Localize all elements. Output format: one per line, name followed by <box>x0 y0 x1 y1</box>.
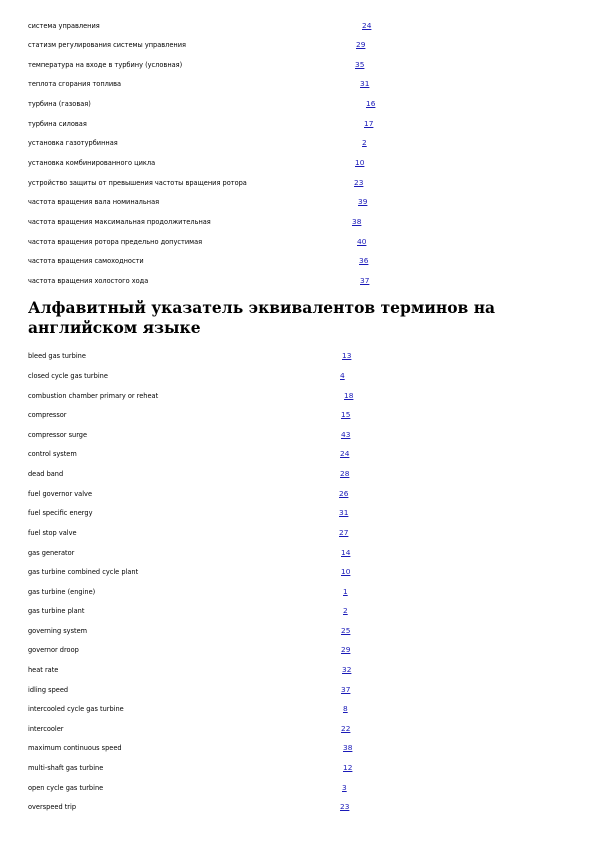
index-term: overspeed trip <box>28 803 77 811</box>
index-page-link[interactable]: 22 <box>341 724 351 733</box>
index-page-link[interactable]: 13 <box>342 351 352 360</box>
index-page-link[interactable]: 10 <box>341 567 351 576</box>
index-row <box>28 236 367 248</box>
index-page-link[interactable]: 37 <box>341 685 351 694</box>
index-row <box>28 801 350 813</box>
index-page-link[interactable]: 12 <box>343 763 353 772</box>
index-row <box>28 409 351 421</box>
index-page-link[interactable]: 28 <box>340 469 350 478</box>
index-term: частота вращения холостого хода <box>28 277 149 285</box>
index-term: heat rate <box>28 666 59 674</box>
section-heading: Алфавитный указатель эквивалентов терминов на английском языке <box>28 298 496 337</box>
index-term: compressor <box>28 411 67 419</box>
index-row <box>28 157 365 169</box>
index-term: governor droop <box>28 646 79 654</box>
index-page-link[interactable]: 23 <box>340 802 350 811</box>
index-row <box>28 255 369 267</box>
index-page-link[interactable]: 24 <box>362 21 372 30</box>
index-row <box>28 664 352 676</box>
index-page-link[interactable]: 8 <box>343 704 348 713</box>
index-page-link[interactable]: 36 <box>359 256 369 265</box>
index-page-link[interactable]: 29 <box>341 645 351 654</box>
index-term: control system <box>28 450 77 458</box>
index-row <box>28 547 351 559</box>
index-page-link[interactable]: 25 <box>341 626 351 635</box>
index-term: турбина (газовая) <box>28 100 91 108</box>
index-term: частота вращения вала номинальная <box>28 198 160 206</box>
index-term: установка комбинированного цикла <box>28 159 156 167</box>
index-page-link[interactable]: 40 <box>357 237 367 246</box>
index-row <box>28 488 349 500</box>
index-term: closed cycle gas turbine <box>28 372 108 380</box>
index-row <box>28 137 367 149</box>
index-page-link[interactable]: 29 <box>356 40 366 49</box>
index-page-link[interactable]: 14 <box>341 548 351 557</box>
index-page-link[interactable]: 38 <box>352 217 362 226</box>
index-page-link[interactable]: 38 <box>343 743 353 752</box>
index-page-link[interactable]: 18 <box>344 391 354 400</box>
index-row <box>28 762 353 774</box>
index-row <box>28 684 351 696</box>
index-page-link[interactable]: 27 <box>339 528 349 537</box>
index-row <box>28 566 351 578</box>
index-row <box>28 177 364 189</box>
index-page-link[interactable]: 2 <box>362 138 367 147</box>
index-row <box>28 20 372 32</box>
index-term: устройство защиты от превышения частоты вращения ротора <box>28 179 247 187</box>
index-term: governing system <box>28 627 88 635</box>
index-row <box>28 527 349 539</box>
index-term: open cycle gas turbine <box>28 784 104 792</box>
index-row <box>28 586 348 598</box>
index-page-link[interactable]: 31 <box>339 508 349 517</box>
index-row <box>28 507 349 519</box>
index-term: система управления <box>28 22 100 30</box>
index-page-link[interactable]: 32 <box>342 665 352 674</box>
index-row <box>28 468 350 480</box>
index-row <box>28 703 348 715</box>
index-page-link[interactable]: 10 <box>355 158 365 167</box>
index-page-link[interactable]: 3 <box>342 783 347 792</box>
index-row <box>28 605 348 617</box>
index-term: gas generator <box>28 549 75 557</box>
index-term: gas turbine (engine) <box>28 588 96 596</box>
index-term: idling speed <box>28 686 69 694</box>
index-row <box>28 196 368 208</box>
index-page-link[interactable]: 39 <box>358 197 368 206</box>
index-row <box>28 723 351 735</box>
index-term: fuel governor valve <box>28 490 93 498</box>
index-row <box>28 742 353 754</box>
index-row <box>28 370 345 382</box>
index-row <box>28 782 347 794</box>
index-term: температура на входе в турбину (условная) <box>28 61 183 69</box>
index-row <box>28 350 352 362</box>
index-page-link[interactable]: 43 <box>341 430 351 439</box>
index-page-link[interactable]: 15 <box>341 410 351 419</box>
index-term: частота вращения самоходности <box>28 257 144 265</box>
index-row <box>28 275 370 287</box>
index-row <box>28 429 351 441</box>
index-term: intercooler <box>28 725 64 733</box>
index-row <box>28 625 351 637</box>
index-page-link[interactable]: 35 <box>355 60 365 69</box>
index-term: intercooled cycle gas turbine <box>28 705 124 713</box>
index-term: частота вращения ротора предельно допустимая <box>28 238 203 246</box>
index-term: multi-shaft gas turbine <box>28 764 104 772</box>
index-page-link[interactable]: 23 <box>354 178 364 187</box>
index-row <box>28 118 374 130</box>
index-row <box>28 216 362 228</box>
index-term: dead band <box>28 470 64 478</box>
index-row <box>28 98 376 110</box>
index-row <box>28 39 366 51</box>
index-page-link[interactable]: 37 <box>360 276 370 285</box>
index-row <box>28 448 350 460</box>
index-page-link[interactable]: 1 <box>343 587 348 596</box>
index-term: maximum continuous speed <box>28 744 122 752</box>
index-row <box>28 78 370 90</box>
index-page-link[interactable]: 4 <box>340 371 345 380</box>
index-row <box>28 390 354 402</box>
index-term: fuel stop valve <box>28 529 77 537</box>
index-term: compressor surge <box>28 431 88 439</box>
index-page-link[interactable]: 2 <box>343 606 348 615</box>
index-page-link[interactable]: 24 <box>340 449 350 458</box>
index-term: установка газотурбинная <box>28 139 118 147</box>
index-term: combustion chamber primary or reheat <box>28 392 159 400</box>
index-row <box>28 644 351 656</box>
index-term: fuel specific energy <box>28 509 93 517</box>
index-term: частота вращения максимальная продолжительная <box>28 218 211 226</box>
index-term: теплота сгорания топлива <box>28 80 122 88</box>
index-term: турбина силовая <box>28 120 87 128</box>
index-term: gas turbine combined cycle plant <box>28 568 139 576</box>
index-term: статизм регулирования системы управления <box>28 41 186 49</box>
index-page-link[interactable]: 31 <box>360 79 370 88</box>
index-page-link[interactable]: 16 <box>366 99 376 108</box>
index-page-link[interactable]: 17 <box>364 119 374 128</box>
index-term: gas turbine plant <box>28 607 85 615</box>
index-page-link[interactable]: 26 <box>339 489 349 498</box>
index-term: bleed gas turbine <box>28 352 86 360</box>
index-row <box>28 59 365 71</box>
